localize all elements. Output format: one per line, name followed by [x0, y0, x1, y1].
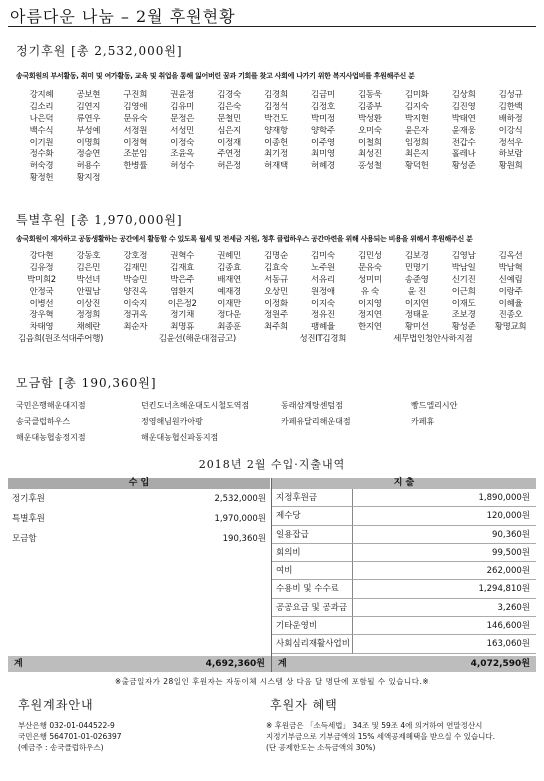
donor-name: 박성환: [357, 113, 382, 124]
donor-name: 염환지: [170, 286, 195, 297]
income-header: 수 입: [8, 478, 270, 489]
expense-row: [272, 544, 536, 562]
expense-amount: 99,500원: [353, 544, 536, 562]
donor-name: 신기진: [451, 274, 476, 285]
account-line: 부산은행 032-01-044522-9: [18, 721, 115, 730]
benefit-info: [266, 720, 495, 753]
donor-name: 강지혜: [29, 90, 54, 100]
donor-name: 정유진: [311, 310, 335, 321]
expense-amount: 1,890,000원: [353, 489, 536, 507]
income-label: 모금함: [12, 534, 37, 544]
income-amount: 1,970,000원: [214, 514, 266, 524]
donor-name: 서정원: [123, 125, 148, 136]
donor-name: 김민성: [357, 251, 382, 261]
expense-row: [272, 635, 536, 653]
donor-name: 김옥선: [498, 251, 523, 261]
donor-name: 김유미: [170, 101, 195, 112]
donor-name: 이은정2: [167, 298, 197, 309]
ledger-divider: [271, 478, 272, 672]
donor-name: 서유리: [311, 274, 335, 285]
expense-label: 수용비 및 수수료: [272, 580, 353, 598]
donor-name: 홀레나: [451, 149, 476, 160]
donor-name: 조보경: [451, 310, 476, 321]
donor-name: 황성준: [451, 161, 476, 172]
expense-table: [272, 478, 536, 654]
donor-name: 한지연: [357, 322, 382, 333]
donor-name: 배하정: [498, 113, 523, 124]
income-row: [8, 529, 270, 549]
donor-name: 장우혁: [29, 310, 54, 321]
donor-name: 이숙지: [123, 298, 148, 309]
donor-name: 예재경: [217, 286, 241, 297]
income-total-label: 계: [14, 659, 23, 669]
donor-name: 양학주: [311, 125, 335, 136]
donor-name: 김소리: [29, 101, 54, 112]
expense-amount: 262,000원: [353, 562, 536, 580]
donor-name: 이종헌: [264, 137, 288, 148]
donor-name: 권윤정: [170, 90, 195, 100]
donor-name: 김미화: [404, 90, 429, 100]
donor-name: 이주영: [311, 137, 335, 148]
expense-amount: 1,294,810원: [353, 580, 536, 598]
donor-name: 이정혁: [123, 137, 148, 148]
account-line: 국민은행 564701-01-026397: [18, 732, 122, 741]
donor-name: 권혁수: [170, 251, 195, 261]
expense-label: 기타운영비: [272, 617, 353, 635]
donor-name: 정석우: [498, 137, 523, 148]
expense-row: [272, 580, 536, 598]
donor-name: 김미숙: [311, 251, 335, 261]
expense-header: 지 출: [272, 478, 536, 489]
donor-name: 이근희: [451, 286, 476, 297]
donor-name: 양진옥: [123, 286, 148, 297]
income-table: [8, 478, 270, 549]
regular-description: 송국회원의 부서활동, 취미 및 여가활동, 교육 및 취업을 통해 잃어버린 꿈과 기회를 찾고 사회에 나가기 위한 복지사업비를 후원해주신 분: [16, 72, 415, 80]
donor-name: 이지연: [404, 298, 429, 309]
donor-name: 문정은: [170, 113, 195, 124]
donor-name: 정수화: [29, 149, 54, 160]
donor-name: 최미영: [311, 149, 335, 160]
donor-name: 팽혜율: [311, 322, 335, 333]
donor-name: 김보경: [404, 251, 429, 261]
donor-name: 허성수: [170, 161, 195, 172]
special-donor-list: [18, 251, 534, 346]
donor-name: 진종오: [498, 310, 523, 321]
donor-name: 허재택: [264, 161, 288, 172]
expense-row: [272, 526, 536, 544]
box-location: 국민은행해운대지점: [16, 401, 86, 410]
donor-name: 이재도: [451, 298, 476, 309]
donor-name: 채혜란: [76, 322, 101, 333]
donor-name: 나은덕: [29, 113, 54, 124]
donor-name: 김윤선(해운대점금고): [158, 334, 236, 345]
donor-name: 이명희: [76, 137, 101, 148]
donor-name: 최명휴: [170, 322, 195, 333]
boxes-heading: 모금함 [총 190,360원]: [16, 376, 157, 390]
donor-name: 이혜율: [498, 298, 523, 309]
donor-name: 한병률: [123, 161, 148, 172]
benefit-line: 지정기부금으로 기부금액의 15% 세액공제혜택을 받으실 수 있습니다.: [266, 732, 495, 741]
donor-name: 최종훈: [217, 322, 241, 333]
donor-name: 정원주: [264, 310, 288, 321]
donor-name: 박남혁: [498, 262, 523, 273]
donor-name: 김상희: [451, 90, 476, 100]
donor-name: 유 숙: [360, 286, 379, 297]
donor-name: 김진영: [451, 101, 476, 112]
donor-name: 안정국: [29, 286, 54, 297]
box-location: 빵드엘리시안: [411, 401, 458, 410]
donor-name: 김유정: [29, 262, 54, 273]
income-amount: 190,360원: [222, 534, 266, 544]
donor-name: 허은정: [217, 161, 241, 172]
expense-row: [272, 489, 536, 507]
expense-row: [272, 617, 536, 635]
expense-label: 일용잡급: [272, 526, 353, 544]
box-location: 카페유달리해운대점: [281, 417, 351, 426]
box-row: [16, 430, 536, 446]
expense-label: 사회심리재활사업비: [272, 635, 353, 653]
donor-name: 세무법인청안사하지점: [393, 334, 473, 345]
donor-name: 이정숙: [170, 137, 195, 148]
box-location: 해운대농협송정지점: [16, 433, 86, 442]
donor-name: 이강식: [498, 125, 523, 136]
donor-name: 부성예: [76, 125, 101, 136]
box-row: [16, 398, 536, 414]
income-total-amount: 4,692,360원: [205, 659, 265, 669]
donor-name: 이기원: [29, 137, 54, 148]
donor-name: 정다운: [217, 310, 241, 321]
donor-name: 황정헌: [29, 173, 54, 184]
income-row: [8, 489, 270, 509]
donor-name: 정승연: [76, 149, 101, 160]
donor-name: 김경희: [264, 90, 288, 100]
donor-name: 전갑수: [451, 137, 476, 148]
donor-name: 이랑주: [498, 286, 523, 297]
donor-name: 박승민: [123, 274, 148, 285]
donor-name: 홍성철: [357, 161, 382, 172]
donor-name: 강호정: [123, 251, 148, 261]
regular-donor-list: [18, 90, 534, 185]
donor-name: 황미선: [404, 322, 429, 333]
donor-name: 김정호: [311, 101, 335, 112]
ledger-title: 2018년 2월 수입·지출내역: [198, 458, 346, 471]
expense-total-amount: 4,072,590원: [470, 659, 530, 669]
expense-row: [272, 599, 536, 617]
donor-name: 박남일: [451, 262, 476, 273]
account-heading: 후원계좌안내: [18, 698, 94, 712]
donor-name: 하보람: [498, 149, 523, 160]
donor-name: 정기채: [170, 310, 195, 321]
donor-name: 양재항: [264, 125, 288, 136]
box-location: 송국클럽하우스: [16, 417, 71, 426]
donor-name: 윤은자: [404, 125, 429, 136]
donor-name: 성미미: [357, 274, 382, 285]
box-location: 던킨도너츠해운대도시철도역점: [141, 401, 250, 410]
donor-name: 정태윤: [404, 310, 429, 321]
income-label: 정기후원: [12, 494, 45, 504]
donor-name: 김종부: [357, 101, 382, 112]
donor-name: 허숙경: [29, 161, 54, 172]
donor-name: 박미정: [311, 113, 335, 124]
special-heading: 특별후원 [총 1,970,000원]: [16, 213, 183, 227]
donor-name: 윤 진: [407, 286, 426, 297]
expense-amount: 146,600원: [353, 617, 536, 635]
donor-name: 원정애: [311, 286, 335, 297]
donor-name: 강다현: [29, 251, 54, 261]
donor-name: 박건도: [264, 113, 288, 124]
donor-name: 허용수: [76, 161, 101, 172]
donor-name: 황원희: [498, 161, 523, 172]
donor-name: 조분임: [123, 149, 148, 160]
expense-label: 공공요금 및 공과금: [272, 599, 353, 617]
box-location: 동래삼계탕센텀점: [281, 401, 343, 410]
donor-name: 최주희: [264, 322, 288, 333]
auto-transfer-note: ※출금일자가 28일인 후원자는 자동이체 시스템 상 다음 달 명단에 포함될 수 있습니다.※: [114, 677, 430, 686]
donor-name: 문철민: [217, 113, 241, 124]
donor-name: 김금미: [311, 90, 335, 100]
donor-name: 김한백: [498, 101, 523, 112]
expense-amount: 3,260원: [353, 599, 536, 617]
donor-name: 이철희: [357, 137, 382, 148]
account-line: (예금주 : 송국클럽하우스): [18, 743, 104, 752]
donation-box-list: [16, 398, 536, 446]
title-divider: [8, 26, 536, 27]
donor-name: 김은숙: [217, 101, 241, 112]
account-info: [18, 720, 122, 753]
donor-name: 노주원: [311, 262, 335, 273]
expense-total-row: [272, 656, 536, 672]
donor-name: 김동욱: [357, 90, 382, 100]
expense-row: [272, 507, 536, 525]
donor-name: 김경숙: [217, 90, 241, 100]
donor-name: 조윤옥: [170, 149, 195, 160]
expense-total-label: 계: [278, 659, 287, 669]
donor-name: 이병선: [29, 298, 54, 309]
donor-name: 김명순: [264, 251, 288, 261]
donor-name: 강동호: [76, 251, 101, 261]
expense-row: [272, 562, 536, 580]
donor-name: 이지숙: [311, 298, 335, 309]
expense-label: 회의비: [272, 544, 353, 562]
donor-name: 정정희: [76, 310, 101, 321]
income-amount: 2,532,000원: [214, 494, 266, 504]
expense-label: 제수당: [272, 507, 353, 525]
donor-name: 최순자: [123, 322, 148, 333]
donor-name: 김은민: [76, 262, 101, 273]
donor-name: 임정희: [404, 137, 429, 148]
donor-name: 구진희: [123, 90, 148, 100]
donor-name: 권혜민: [217, 251, 241, 261]
expense-amount: 120,000원: [353, 507, 536, 525]
donor-name: 최기정: [264, 149, 288, 160]
page-title: 아름다운 나눔 – 2월 후원현황: [10, 7, 236, 26]
donor-name: 김음희(원조석대주어행): [18, 334, 104, 345]
donor-name: 공보현: [76, 90, 101, 100]
income-row: [8, 509, 270, 529]
donor-name: 이지영: [357, 298, 382, 309]
donor-name: 문유숙: [123, 113, 148, 124]
donor-name: 허혜경: [311, 161, 335, 172]
donor-name: 박지현: [404, 113, 429, 124]
income-total-row: [8, 656, 271, 672]
donor-name: 백수식: [29, 125, 54, 136]
donor-name: 김영남: [451, 251, 476, 261]
donor-name: 심은지: [217, 125, 241, 136]
donor-name: 박미희2: [27, 274, 56, 285]
donor-name: 윤재웅: [451, 125, 476, 136]
donor-name: 박은주: [170, 274, 195, 285]
box-row: [16, 414, 536, 430]
donor-name: 김종효: [217, 262, 241, 273]
expense-amount: 163,060원: [353, 635, 536, 653]
donor-name: 주연정: [217, 149, 241, 160]
expense-amount: 90,360원: [353, 526, 536, 544]
donor-name: 최성진: [357, 149, 382, 160]
donor-name: 안필남: [76, 286, 101, 297]
income-label: 특별후원: [12, 514, 45, 524]
donor-name: 정지연: [357, 310, 382, 321]
donor-name: 류연우: [76, 113, 101, 124]
donor-name: 김지숙: [404, 101, 429, 112]
special-description: 송국회원이 재자하고 공동생활하는 공간에서 활동할 수 있도록 월세 및 전세금 지원, 청후 클럽하우스 공간마련을 위해 사용되는 비용을 위해서 후원해주신 분: [16, 235, 473, 243]
benefit-line: (단 공제한도는 소득금액의 30%): [266, 743, 376, 752]
donor-name: 김정석: [264, 101, 288, 112]
donor-name: 김재효: [170, 262, 195, 273]
box-location: 해운대농협신파동지점: [141, 433, 219, 442]
donor-name: 송준영: [404, 274, 429, 285]
donor-name: 황덕헌: [404, 161, 429, 172]
regular-heading: 정기후원 [총 2,532,000원]: [16, 44, 183, 58]
benefit-heading: 후원자 혜택: [270, 698, 338, 712]
box-location: 정영해님원카아팡: [141, 417, 203, 426]
box-location: [411, 430, 531, 446]
donor-name: 최은지: [404, 149, 429, 160]
donor-name: 신예림: [498, 274, 523, 285]
donor-name: 박선녀: [76, 274, 101, 285]
donor-name: 민명기: [404, 262, 429, 273]
donor-name: 이정화: [264, 298, 288, 309]
donor-name: 김재민: [123, 262, 148, 273]
expense-label: 지정후원금: [272, 489, 353, 507]
donor-name: 황명교희: [494, 322, 527, 333]
donor-name: 오상민: [264, 286, 288, 297]
donor-name: 차태영: [29, 322, 54, 333]
donor-name: 이상진: [76, 298, 101, 309]
donor-name: 김성규: [498, 90, 523, 100]
donor-name: 박태연: [451, 113, 476, 124]
donor-name: 이정재: [217, 137, 241, 148]
donor-name: 서동규: [264, 274, 288, 285]
donor-name: 문유숙: [357, 262, 382, 273]
box-location: [281, 430, 411, 446]
donor-name: 김효숙: [264, 262, 288, 273]
donor-name: 이재만: [217, 298, 241, 309]
donor-name: 황성준: [451, 322, 476, 333]
donor-name: 김연지: [76, 101, 101, 112]
donor-name: 서성민: [170, 125, 195, 136]
donor-name: 배재연: [217, 274, 241, 285]
donor-name: 정귀옥: [123, 310, 148, 321]
benefit-line: ※ 후원금은 「소득세법」 34조 및 59조 4에 의거하여 연말정산시: [266, 721, 483, 730]
donor-name: 오미숙: [357, 125, 382, 136]
donor-name: 김영애: [123, 101, 148, 112]
donor-name: 황지정: [76, 173, 101, 184]
expense-label: 여비: [272, 562, 353, 580]
box-location: 카페휴: [411, 417, 435, 426]
donor-name: 성진IT김경희: [299, 334, 347, 345]
